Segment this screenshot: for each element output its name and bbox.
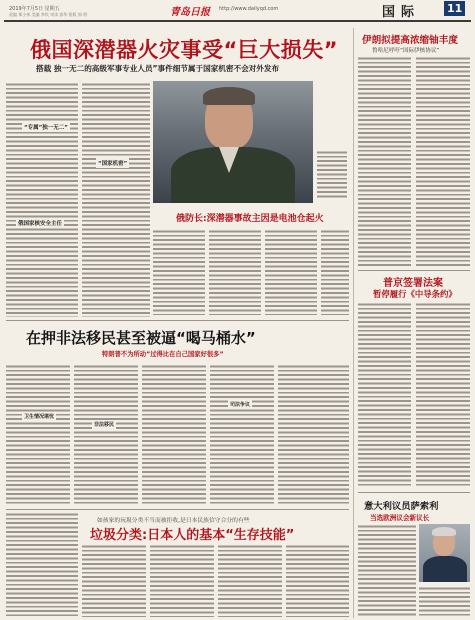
italy-subtitle: 当选欧洲议会新议长 [370,514,430,522]
japan-column-4 [286,544,349,617]
us-column-2 [74,364,138,506]
lead-column-2 [82,82,150,317]
sassoli-photo [419,524,470,582]
lead-column-4 [209,229,261,315]
lead-column-3 [153,229,205,315]
putin-column-2 [416,302,470,488]
lead-headline: 俄国深潜器火灾事受“巨大损失” [30,38,339,62]
photo-caption-lines [317,150,347,198]
masthead-logo: 青岛日报 [170,7,210,18]
us-subtitle: 特朗普不为所动”过得比在自己国家好很多” [102,351,224,358]
iran-column-2 [416,56,470,266]
lead-inset-head-2: “国家机密” [96,158,129,168]
us-column-5 [278,364,349,506]
italy-column-2 [419,586,470,618]
header-rule [4,20,471,22]
lead-column-1 [6,82,78,317]
us-column-1 [6,364,70,506]
japan-column-1 [82,544,146,617]
italy-headline: 意大利议员萨索利 [364,501,439,512]
page-number: 11 [444,1,465,16]
japan-left-column [6,512,78,616]
us-section-1: 卫生情况堪忧 [24,414,55,420]
iran-headline: 伊朗拟提高浓缩铀丰度 [362,35,458,46]
lead-column-6 [321,229,349,315]
lead-caption-headline: 俄防长:深潜器事故主因是电池仓起火 [176,214,324,224]
us-section-2: 非法移民 [94,422,115,428]
sassoli-hair [432,527,456,536]
header-edition-code: 责编 郑小伟 美编 李钦 审读 郭华 排版 郭 明 [9,12,88,17]
japan-column-2 [150,544,214,617]
right-column-divider [353,28,354,618]
lead-inset-head-1: “专属”独一无二” [22,122,70,132]
japan-headline: 垃圾分类:日本人的基本“生存技能” [90,528,295,543]
lead-column-5 [265,229,317,315]
japan-kicker: 如孩家的玩圾分类不当而被拒收,是日本民族信守合分的有些 [97,518,250,524]
iran-subtitle: 鲁哈尼呼吁”国际伊核协议” [372,48,440,54]
photo-hair [203,87,255,105]
sassoli-suit [423,556,467,582]
putin-bottom-rule [358,492,470,493]
header-date: 2019年7月5日 星期五 [9,6,60,12]
putin-column-1 [358,302,411,488]
us-headline: 在押非法移民甚至被逼“喝马桶水” [26,329,256,347]
us-column-4 [210,364,274,506]
lead-subtitle: 搭载 独一无二的高级军事专业人员”事件细节属于国家机密不会对外发布 [36,64,280,73]
lead-inset-head-3: 俄国家核安全主任 [16,218,64,228]
page-header [0,0,475,22]
us-column-3 [142,364,206,506]
lead-bottom-rule [6,320,349,321]
putin-subtitle: 暂停履行《中导条约》 [373,289,457,299]
us-section-3: 司法争议 [230,402,251,408]
shoigu-photo [153,81,313,203]
section-name: 国际 [382,5,421,20]
iran-bottom-rule [358,270,470,271]
us-bottom-rule [6,509,349,510]
iran-column-1 [358,56,411,266]
japan-column-3 [218,544,282,617]
header-url[interactable]: http://www.dailyqd.com [219,6,279,12]
putin-headline: 普京签署法案 [383,278,443,289]
italy-column-1 [358,524,416,618]
